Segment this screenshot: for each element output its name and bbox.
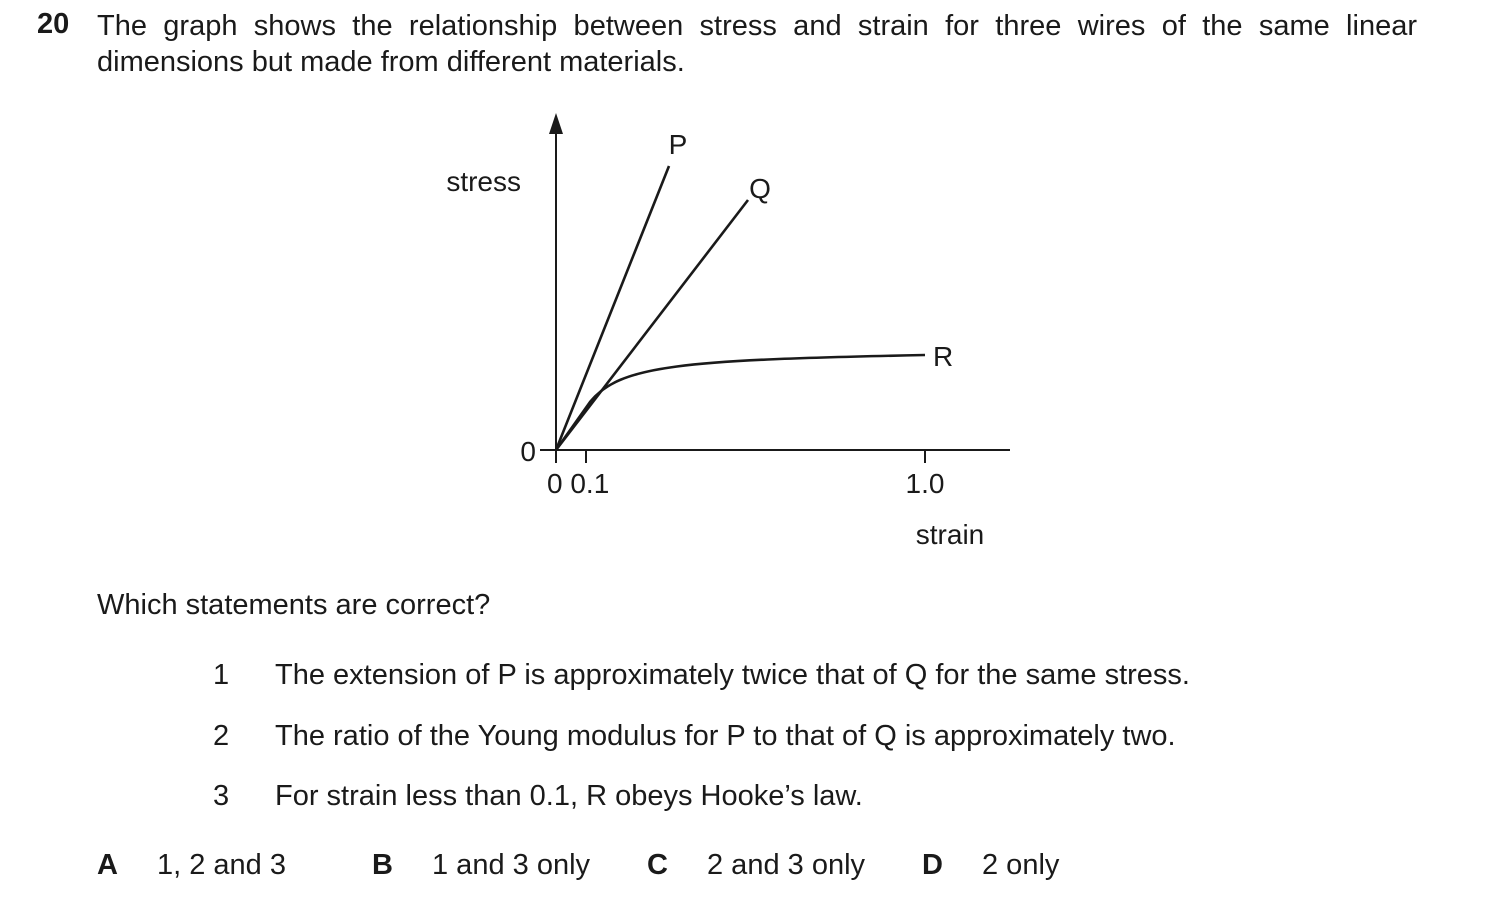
y-axis-label: stress (446, 166, 521, 197)
series-p-line (556, 166, 669, 450)
statement-text: The ratio of the Young modulus for P to that of Q is approximately two. (275, 720, 1176, 752)
question-prompt: Which statements are correct? (97, 589, 491, 621)
y-axis-arrowhead (549, 113, 563, 134)
series-q-line (556, 200, 748, 450)
x-tick-label-0-0-1: 0 0.1 (547, 468, 610, 499)
statement-number: 3 (213, 780, 230, 812)
option-c-letter[interactable]: C (647, 849, 668, 881)
series-r-line (556, 355, 925, 450)
option-b-letter[interactable]: B (372, 849, 393, 881)
x-tick-label-1-0: 1.0 (905, 468, 945, 499)
option-a-text[interactable]: 1, 2 and 3 (157, 849, 286, 881)
statement-text: The extension of P is approximately twice that of Q for the same stress. (275, 659, 1190, 691)
option-b-text[interactable]: 1 and 3 only (432, 849, 591, 881)
series-r-label: R (933, 341, 954, 372)
option-c-text[interactable]: 2 and 3 only (707, 849, 866, 881)
statement-number: 2 (213, 720, 230, 752)
statement-number: 1 (213, 659, 230, 691)
question-number: 20 (37, 8, 70, 40)
option-d-text[interactable]: 2 only (982, 849, 1060, 881)
y-tick-label-0: 0 (520, 436, 536, 467)
statement-text: For strain less than 0.1, R obeys Hooke’s law. (275, 780, 863, 812)
option-a-letter[interactable]: A (97, 849, 118, 881)
series-q-label: Q (749, 173, 771, 204)
series-p-label: P (668, 129, 688, 160)
question-stem: The graph shows the relationship between stress and strain for three wires of the same linear dimensions but made from different materials. (97, 10, 1417, 78)
option-d-letter[interactable]: D (922, 849, 943, 881)
x-axis-label: strain (915, 519, 985, 550)
